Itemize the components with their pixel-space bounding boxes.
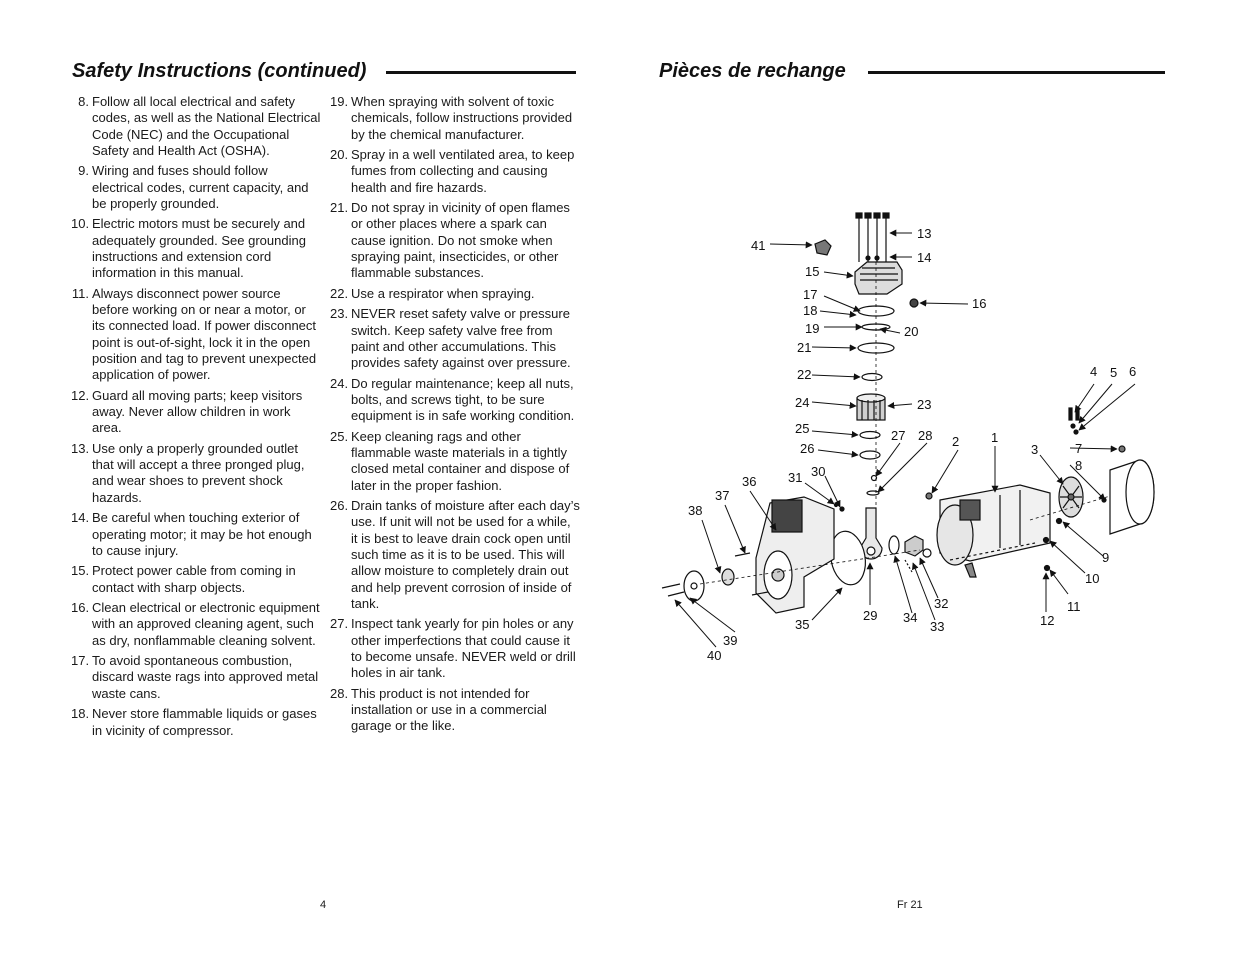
small-screw-part <box>840 507 844 511</box>
callout-10: 10 <box>1085 571 1100 586</box>
callout-14: 14 <box>917 250 932 265</box>
callout-18: 18 <box>803 303 818 318</box>
foot-screw-part <box>1057 519 1062 524</box>
callout-17: 17 <box>803 287 818 302</box>
safety-item: 11. Always disconnect power source before working on or near a motor, or its connected load. If power disconnect point is out-of-sight, lock it in the open position and tag to prevent unexpected application of power. <box>71 285 317 383</box>
o-ring-part <box>862 374 882 381</box>
callout-6: 6 <box>1129 364 1137 379</box>
callout-37: 37 <box>715 488 730 503</box>
callout-1: 1 <box>991 430 999 445</box>
cover-plate-part <box>684 571 704 601</box>
head-bolts-part <box>856 213 889 262</box>
cover-screw-part <box>662 584 680 588</box>
safety-item: 25. Keep cleaning rags and other flammable waste materials in a tightly closed metal container and dispose of later in the proper fashion. <box>330 428 570 493</box>
piston-ring-part <box>860 432 880 439</box>
callout-16: 16 <box>972 296 987 311</box>
safety-item: 14. Be careful when touching exterior of operating motor; it may be hot enough to cause injury. <box>71 510 312 558</box>
safety-item: 23. NEVER reset safety valve or pressure switch. Keep safety valve free from paint and other accumulations. This provides safety against over pressure. <box>330 306 571 371</box>
safety-item: 12. Guard all moving parts; keep visitors away. Never allow children in work area. <box>71 387 303 436</box>
motor-cap-part <box>926 493 932 499</box>
plug-part <box>910 299 918 307</box>
right-page-title: Pièces de rechange <box>659 60 846 82</box>
safety-item: 10. Electric motors must be securely and adequately grounded. See grounding instructions and extension cord information in this manual. <box>71 216 306 281</box>
right-page-number: Fr 21 <box>897 899 923 911</box>
callout-2: 2 <box>952 434 960 449</box>
callout-9: 9 <box>1102 550 1110 565</box>
callout-29: 29 <box>863 608 878 623</box>
bearing-part <box>722 569 734 585</box>
washer-part <box>889 536 899 554</box>
housing-screw-part <box>735 553 750 556</box>
callout-7: 7 <box>1075 441 1083 456</box>
cover-screw-part <box>668 592 684 596</box>
foot-screw-part <box>1044 538 1049 543</box>
callout-28: 28 <box>918 428 933 443</box>
callout-4: 4 <box>1090 364 1098 379</box>
callout-25: 25 <box>795 421 810 436</box>
cylinder-sleeve-part <box>857 394 885 420</box>
callout-13: 13 <box>917 226 932 241</box>
safety-item: 16. Clean electrical or electronic equipment with an approved cleaning agent, such as dry, nonflammable cleaning solvent. <box>71 600 320 648</box>
safety-item: 17. To avoid spontaneous combustion, discard waste rags into approved metal waste cans. <box>71 653 319 701</box>
callout-31: 31 <box>788 470 803 485</box>
safety-item: 15. Protect power cable from coming in contact with sharp objects. <box>71 563 296 595</box>
callout-3: 3 <box>1031 442 1039 457</box>
piston-cup-part <box>860 451 880 459</box>
callout-38: 38 <box>688 503 703 518</box>
screw-part <box>867 491 879 495</box>
callout-19: 19 <box>805 321 820 336</box>
callout-15: 15 <box>805 264 820 279</box>
callout-22: 22 <box>797 367 812 382</box>
fan-guard-part <box>1110 460 1154 534</box>
safety-item: 20. Spray in a well ventilated area, to keep fumes from collecting and causing health and fire hazards. <box>330 147 575 195</box>
set-screw-part <box>923 549 931 557</box>
washers-part <box>866 256 879 260</box>
callout-39: 39 <box>723 633 738 648</box>
callout-36: 36 <box>742 474 757 489</box>
callout-35: 35 <box>795 617 810 632</box>
safety-item: 13. Use only a properly grounded outlet that will accept a three pronged plug, and wear shoes to prevent shock hazards. <box>71 440 305 505</box>
left-page-number: 4 <box>320 899 327 911</box>
safety-item: 18. Never store flammable liquids or gases in vicinity of compressor. <box>71 706 317 738</box>
crankcase-housing-part <box>756 497 834 613</box>
left-page-title: Safety Instructions (continued) <box>72 60 367 82</box>
safety-item: 26. Drain tanks of moisture after each day’s use. If unit will not be used for a while, it is best to leave drain cock open until such time as it is to be used. This will allow moisture to completely drain out and help prevent corrosion of inside of tank. <box>330 498 580 611</box>
callout-41: 41 <box>751 238 766 253</box>
safety-item: 22. Use a respirator when spraying. <box>330 285 535 301</box>
callout-30: 30 <box>811 464 826 479</box>
callout-40: 40 <box>707 648 722 663</box>
callout-labels <box>688 226 1136 663</box>
safety-item: 8. Follow all local electrical and safety codes, as well as the National Electrical Code (NEC) and the Occupational Safety and Health Act (OSHA). <box>78 94 321 158</box>
safety-item: 19. When spraying with solvent of toxic chemicals, follow instructions provided by the chemical manufacturer. <box>330 94 573 142</box>
safety-item: 21. Do not spray in vicinity of open flames or other places where a spark can cause ignition. Do not smoke when spraying paint, insecticides, or other flammable substances. <box>330 200 570 281</box>
callout-24: 24 <box>795 395 810 410</box>
callout-33: 33 <box>930 619 945 634</box>
callout-27: 27 <box>891 428 906 443</box>
motor-part <box>937 485 1050 577</box>
guard-screw-part <box>1119 446 1125 452</box>
callout-11: 11 <box>1067 599 1081 614</box>
callout-34: 34 <box>903 610 918 625</box>
safety-item: 9. Wiring and fuses should follow electrical codes, current capacity, and be properly grounded. <box>78 163 309 211</box>
safety-item: 27. Inspect tank yearly for pin holes or any other imperfections that could cause it to become unsafe. NEVER weld or drill holes in air tank. <box>330 616 576 681</box>
callout-5: 5 <box>1110 365 1118 380</box>
safety-item: 24. Do regular maintenance; keep all nuts, bolts, and screws tight, to be sure equipment is in safe working condition. <box>330 375 575 424</box>
eccentric-part <box>905 536 923 556</box>
key-part <box>905 560 912 572</box>
callout-8: 8 <box>1075 458 1083 473</box>
safety-item: 28. This product is not intended for installation or use in a commercial garage or the like. <box>330 685 547 734</box>
small-screw-part <box>835 504 838 507</box>
callout-21: 21 <box>797 340 812 355</box>
callout-12: 12 <box>1040 613 1055 628</box>
callout-20: 20 <box>904 324 919 339</box>
screws-washers-part <box>1069 408 1079 434</box>
foot-screw-part <box>1045 566 1050 571</box>
cylinder-head-part <box>855 262 902 294</box>
callout-32: 32 <box>934 596 949 611</box>
callout-26: 26 <box>800 441 815 456</box>
callout-23: 23 <box>917 397 932 412</box>
fitting-part <box>815 240 831 255</box>
